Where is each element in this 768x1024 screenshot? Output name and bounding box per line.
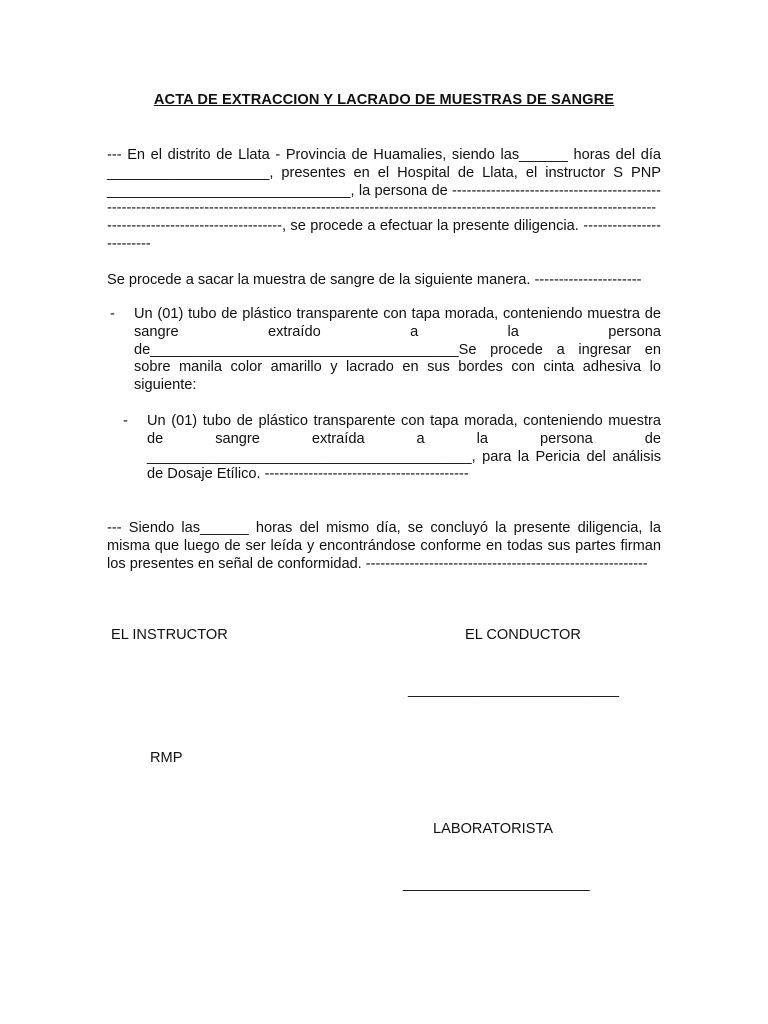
conductor-label: EL CONDUCTOR (465, 627, 581, 643)
rmp-label: RMP (150, 750, 183, 766)
opening-paragraph: --- En el distrito de Llata - Provincia de Huamalies, siendo las______ horas del día ____________________, presentes en el Hospital de Llata, el instructor S PNP ______________________________, la persona de ------------------------------------------------------------------------------------------------------------------------------------------------------------------------------------------------, se procede a efectuar la presente diligencia. ------------------------- (107, 147, 661, 252)
instructor-label: EL INSTRUCTOR (111, 627, 228, 643)
laboratorista-signature-line: _______________________ (403, 876, 590, 892)
conductor-signature-line: __________________________ (408, 682, 620, 698)
list-bullet: - (110, 306, 115, 322)
procedure-paragraph: Se procede a sacar la muestra de sangre de la siguiente manera. ---------------------- (107, 272, 642, 288)
closing-paragraph: --- Siendo las______ horas del mismo día, se concluyó la presente diligencia, la misma que luego de ser leída y encontrándose conforme en todas sus partes firman los presentes en señal de conformidad. ---------------------------------------------------------- (107, 520, 661, 572)
list-item-text: Un (01) tubo de plástico transparente con tapa morada, conteniendo muestra de sangre extraído a la persona de______________________________________Se procede a ingresar en sobre manila color amarillo y lacrado en sus bordes con cinta adhesiva lo siguiente: (134, 306, 661, 394)
laboratorista-label: LABORATORISTA (433, 821, 554, 837)
document-title: ACTA DE EXTRACCION Y LACRADO DE MUESTRAS DE SANGRE (153, 92, 615, 108)
list-item-text: Un (01) tubo de plástico transparente con tapa morada, conteniendo muestra de sangre extraída a la persona de ________________________________________, para la Pericia del análisis de Dosaje Etílico. ------------------------------------------ (147, 413, 661, 483)
list-item (110, 306, 661, 395)
list-bullet: - (123, 413, 128, 429)
list-item (123, 413, 661, 484)
